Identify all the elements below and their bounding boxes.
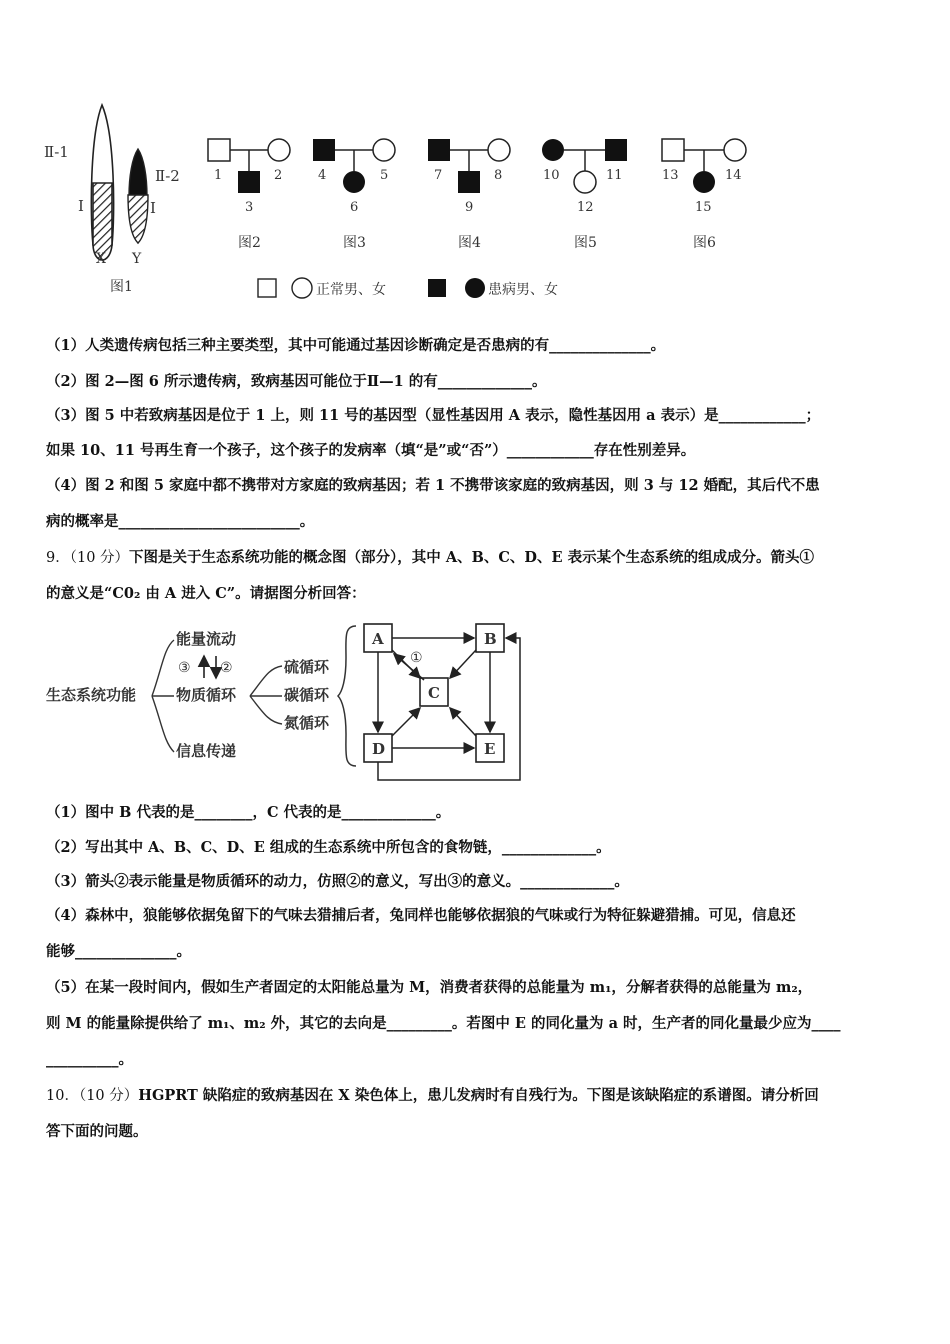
sulfur-cycle-label: 硫循环 (284, 658, 330, 676)
q8-part2: （2）图 2—图 6 所示遗传病，致病基因可能位于Ⅱ—1 的有_____________。 (46, 373, 547, 390)
q8-part3-line2: 如果 10、11 号再生育一个孩子，这个孩子的发病率（填“是”或“否”）____________存在性别差异。 (46, 442, 696, 459)
male-affected (428, 139, 450, 161)
info-transfer-label: 信息传递 (176, 742, 237, 760)
q9-part2: （2）写出其中 A、B、C、D、E 组成的生态系统中所包含的食物链，_____________。 (46, 839, 611, 856)
q10-intro-line2: 答下面的问题。 (46, 1123, 148, 1140)
q8-part4-line1: （4）图 2 和图 5 家庭中都不携带对方家庭的致病基因；若 1 不携带该家庭的致病基因，则 3 与 12 婚配，其后代不患 (46, 477, 820, 494)
pedigree-figure-3 (313, 139, 395, 251)
node-b (476, 624, 504, 652)
figure4-caption: 图4 (458, 235, 481, 251)
q9-intro-line1 (46, 548, 916, 568)
pedigree-figure-5 (542, 139, 627, 251)
arrow-1-label: ① (410, 650, 423, 666)
legend-affected-label: 患病男、女 (488, 282, 558, 298)
female-normal (574, 171, 596, 193)
label-y: Y (132, 251, 142, 267)
female-normal (268, 139, 290, 161)
node-a (364, 624, 392, 652)
q9-part5-line2: 则 M 的能量除提供给了 m₁、m₂ 外，其它的去向是_________。若图中 E 的同化量为 a 时，生产者的同化量最少应为____ (46, 1015, 841, 1032)
id-mother: 2 (274, 168, 283, 183)
figure2-caption: 图2 (238, 235, 261, 251)
id-mother: 14 (725, 168, 742, 183)
pedigree-figure-2 (208, 139, 290, 251)
male-affected (313, 139, 335, 161)
legend-normal-label: 正常男、女 (316, 282, 386, 298)
id-father: 7 (434, 168, 443, 183)
chromosome-figure (44, 105, 180, 295)
female-affected (693, 171, 715, 193)
q9-part3: （3）箭头②表示能量是物质循环的动力，仿照②的意义，写出③的意义。_____________。 (46, 873, 629, 890)
node-c (420, 678, 448, 706)
male-affected (238, 171, 260, 193)
label-ii2: Ⅱ-2 (155, 167, 180, 185)
q9-intro-text: 下图是关于生态系统功能的概念图（部分），其中 A、B、C、D、E 表示某个生态系统的组成成分。箭头① (129, 549, 815, 566)
legend-female-normal (292, 278, 312, 298)
y-chromosome (128, 149, 148, 243)
svg-text:B: B (484, 630, 497, 648)
q9-part5-line1: （5）在某一段时间内，假如生产者固定的太阳能总量为 M，消费者获得的总能量为 m₁，分解者获得的总能量为 m₂， (46, 979, 813, 996)
id-father: 10 (543, 168, 560, 183)
q10-intro-line1 (46, 1086, 916, 1106)
q9-part4-line1: （4）森林中，狼能够依据兔留下的气味去猎捕后者，兔同样也能够依据狼的气味或行为特征躲避猎捕。可见，信息还 (46, 907, 796, 924)
pedigree-legend (258, 278, 558, 298)
id-child: 6 (350, 200, 359, 215)
nitrogen-cycle-label: 氮循环 (284, 714, 330, 732)
label-i-left: Ⅰ (78, 197, 84, 215)
id-child: 9 (465, 200, 474, 215)
arrow-3-label: ③ (178, 660, 191, 676)
carbon-cycle-label: 碳循环 (284, 686, 330, 704)
q8-part4-line2: 病的概率是_________________________。 (46, 513, 315, 530)
q9-part4-line2: 能够______________。 (46, 943, 191, 960)
q8-part3-line1: （3）图 5 中若致病基因是位于 1 上，则 11 号的基因型（显性基因用 A 表示，隐性基因用 a 表示）是____________； (46, 407, 821, 424)
id-father: 1 (214, 168, 223, 183)
legend-male-normal (258, 279, 276, 297)
matter-cycle-label: 物质循环 (176, 686, 237, 704)
node-d (364, 734, 392, 762)
female-normal (488, 139, 510, 161)
male-affected (605, 139, 627, 161)
svg-text:C: C (428, 684, 440, 702)
svg-text:D: D (372, 740, 386, 758)
q10-intro-text: HGPRT 缺陷症的致病基因在 X 染色体上，患儿发病时有自残行为。下图是该缺陷症的系谱图。请分析回 (138, 1087, 819, 1104)
node-e (476, 734, 504, 762)
arrow-2-label: ② (220, 660, 233, 676)
ecosystem-concept-map (44, 618, 534, 788)
svg-text:E: E (484, 740, 496, 758)
id-child: 15 (695, 200, 712, 215)
id-child: 3 (245, 200, 254, 215)
male-normal (662, 139, 684, 161)
x-chromosome (91, 105, 113, 260)
label-i-right: Ⅰ (150, 199, 156, 217)
q9-intro-line2: 的意义是“C0₂ 由 A 进入 C”。请据图分析回答： (46, 585, 366, 602)
energy-flow-label: 能量流动 (176, 630, 237, 648)
id-father: 4 (318, 168, 327, 183)
pedigree-figure-4 (428, 139, 510, 251)
q9-number: 9．（10 分） (46, 550, 130, 566)
figure1-caption: 图1 (110, 279, 133, 295)
q9-part5-line3: __________。 (46, 1051, 133, 1068)
id-child: 12 (577, 200, 594, 215)
pedigree-figure-6 (662, 139, 746, 251)
legend-female-affected (465, 278, 485, 298)
figure6-caption: 图6 (693, 235, 716, 251)
male-normal (208, 139, 230, 161)
svg-text:A: A (372, 630, 384, 648)
q9-part1: （1）图中 B 代表的是________，C 代表的是_____________。 (46, 804, 451, 821)
figure5-caption: 图5 (574, 235, 597, 251)
label-x: X (96, 251, 106, 267)
q10-number: 10．（10 分） (46, 1088, 139, 1104)
id-mother: 5 (380, 168, 389, 183)
root-label: 生态系统功能 (46, 686, 137, 704)
genetics-figure (40, 95, 770, 310)
figure3-caption: 图3 (343, 235, 366, 251)
id-mother: 8 (494, 168, 503, 183)
legend-male-affected (428, 279, 446, 297)
female-affected (542, 139, 564, 161)
female-normal (724, 139, 746, 161)
q8-part1: （1）人类遗传病包括三种主要类型，其中可能通过基因诊断确定是否患病的有______________。 (46, 337, 666, 354)
id-mother: 11 (606, 168, 623, 183)
label-ii1: Ⅱ-1 (44, 143, 69, 161)
id-father: 13 (662, 168, 679, 183)
female-normal (373, 139, 395, 161)
female-affected (343, 171, 365, 193)
male-affected (458, 171, 480, 193)
